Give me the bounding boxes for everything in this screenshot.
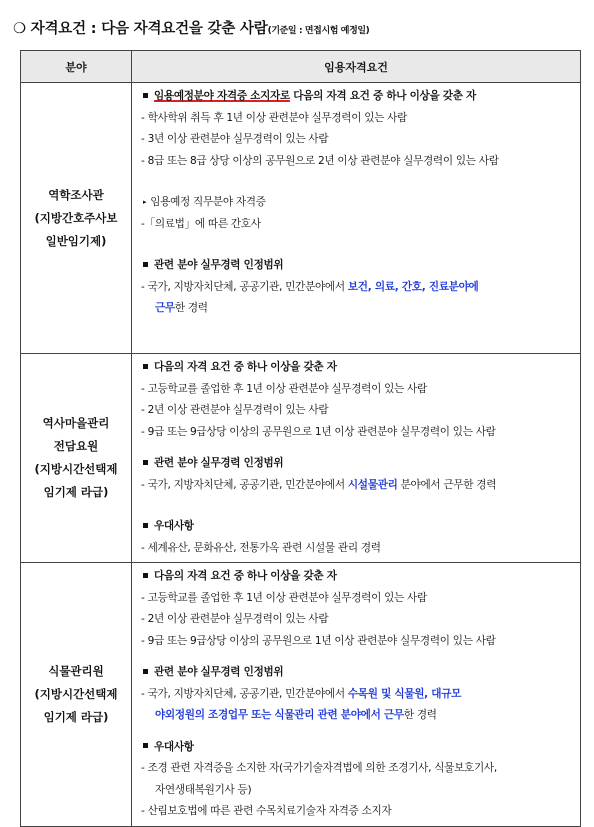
list-item: - 조경 관련 자격증을 소지한 자(국가기술자격법에 의한 조경기사, 식물보호기사, <box>141 762 497 774</box>
highlight-text: 근무 <box>155 302 175 314</box>
list-item: - 학사학위 취득 후 1년 이상 관련분야 실무경력이 있는 사람 <box>141 111 408 124</box>
underlined-text: 임용예정분야 자격증 소지자로 <box>154 90 290 102</box>
list-item-continued: 야외정원의 조경업무 또는 식물관리 관련 분야에서 근무한 경력 <box>155 709 437 721</box>
qualification-title: 다음의 자격 요건 중 하나 이상을 갖춘 자 <box>141 566 576 588</box>
list-item: - 8급 또는 8급 상당 이상의 공무원으로 2년 이상 관련분야 실무경력이 있는 사람 <box>141 154 499 167</box>
highlight-text: 수목원 및 식물원, 대규모 <box>347 687 462 700</box>
experience-title: 관련 분야 실무경력 인정범위 <box>141 255 576 277</box>
list-item: - 고등학교를 졸업한 후 1년 이상 관련분야 실무경력이 있는 사람 <box>141 591 427 604</box>
list-item: - 국가, 지방자치단체, 공공기관, 민간분야에서 시설물관리 분야에서 근무한 경력 <box>141 478 497 491</box>
list-item-continued: 자연생태복원기사 등) <box>155 783 252 796</box>
field-cell: 역학조사관 (지방간호주사보 일반임기제) <box>21 83 132 354</box>
highlight-text: 야외정원의 조경업무 또는 식물관리 관련 분야에서 근무 <box>155 709 404 721</box>
square-bullet-icon <box>143 669 148 674</box>
experience-title: 관련 분야 실무경력 인정범위 <box>141 453 576 475</box>
field-cell: 식물관리원 (지방시간선택제 임기제 라급) <box>21 563 132 827</box>
triangle-bullet-icon: ▸ <box>143 198 147 206</box>
square-bullet-icon <box>143 523 148 528</box>
preference-title: 우대사항 <box>141 516 576 538</box>
square-bullet-icon <box>143 743 148 748</box>
header-requirements: 임용자격요건 <box>132 51 581 83</box>
table-row <box>21 83 581 354</box>
list-item: - 3년 이상 관련분야 실무경력이 있는 사람 <box>141 133 329 145</box>
square-bullet-icon <box>143 93 148 98</box>
heading-title: 자격요건 : 다음 자격요건을 갖춘 사람 <box>30 21 268 37</box>
qualification-title: 다음의 자격 요건 중 하나 이상을 갖춘 자 <box>141 357 576 379</box>
field-cell: 역사마을관리 전담요원 (지방시간선택제 임기제 라급) <box>21 354 132 563</box>
header-field: 분야 <box>21 51 132 83</box>
square-bullet-icon <box>143 364 148 369</box>
table-row <box>21 354 581 563</box>
experience-title: 관련 분야 실무경력 인정범위 <box>141 662 576 684</box>
square-bullet-icon <box>143 262 148 267</box>
square-bullet-icon <box>143 460 148 465</box>
heading-note: (기준일 : 면접시험 예정일) <box>267 26 370 36</box>
highlight-text: 시설물관리 <box>347 478 398 491</box>
requirements-cell <box>132 83 581 354</box>
preference-title: 우대사항 <box>141 737 576 759</box>
square-bullet-icon <box>143 573 148 578</box>
sub-heading: ▸ 임용예정 직무분야 자격증 <box>143 196 266 208</box>
list-item: -「의료법」에 따른 간호사 <box>141 217 261 230</box>
list-item: - 9급 또는 9급상당 이상의 공무원으로 1년 이상 관련분야 실무경력이 있는 사람 <box>141 634 496 647</box>
list-item: - 2년 이상 관련분야 실무경력이 있는 사람 <box>141 613 329 625</box>
table-header-row <box>21 51 581 83</box>
list-item: - 세계유산, 문화유산, 전통가옥 관련 시설물 관리 경력 <box>141 541 381 554</box>
requirements-cell <box>132 354 581 563</box>
list-item: - 국가, 지방자치단체, 공공기관, 민간분야에서 보건, 의료, 간호, 진료분야에 <box>141 280 479 293</box>
list-item: - 9급 또는 9급상당 이상의 공무원으로 1년 이상 관련분야 실무경력이 있는 사람 <box>141 425 496 438</box>
requirements-table <box>20 50 581 827</box>
section-heading <box>13 17 588 38</box>
circle-bullet-icon: ❍ <box>13 21 26 37</box>
table-row <box>21 563 581 827</box>
list-item: - 고등학교를 졸업한 후 1년 이상 관련분야 실무경력이 있는 사람 <box>141 382 427 395</box>
list-item: - 국가, 지방자치단체, 공공기관, 민간분야에서 수목원 및 식물원, 대규모 <box>141 687 462 700</box>
list-item: - 산림보호법에 따른 관련 수목치료기술자 자격증 소지자 <box>141 805 392 817</box>
list-item: - 2년 이상 관련분야 실무경력이 있는 사람 <box>141 404 329 416</box>
requirements-cell <box>132 563 581 827</box>
list-item-continued: 근무한 경력 <box>155 302 208 314</box>
qualification-title: 임용예정분야 자격증 소지자로 다음의 자격 요건 중 하나 이상을 갖춘 자 <box>141 86 576 108</box>
highlight-text: 보건, 의료, 간호, 진료분야에 <box>347 280 479 293</box>
